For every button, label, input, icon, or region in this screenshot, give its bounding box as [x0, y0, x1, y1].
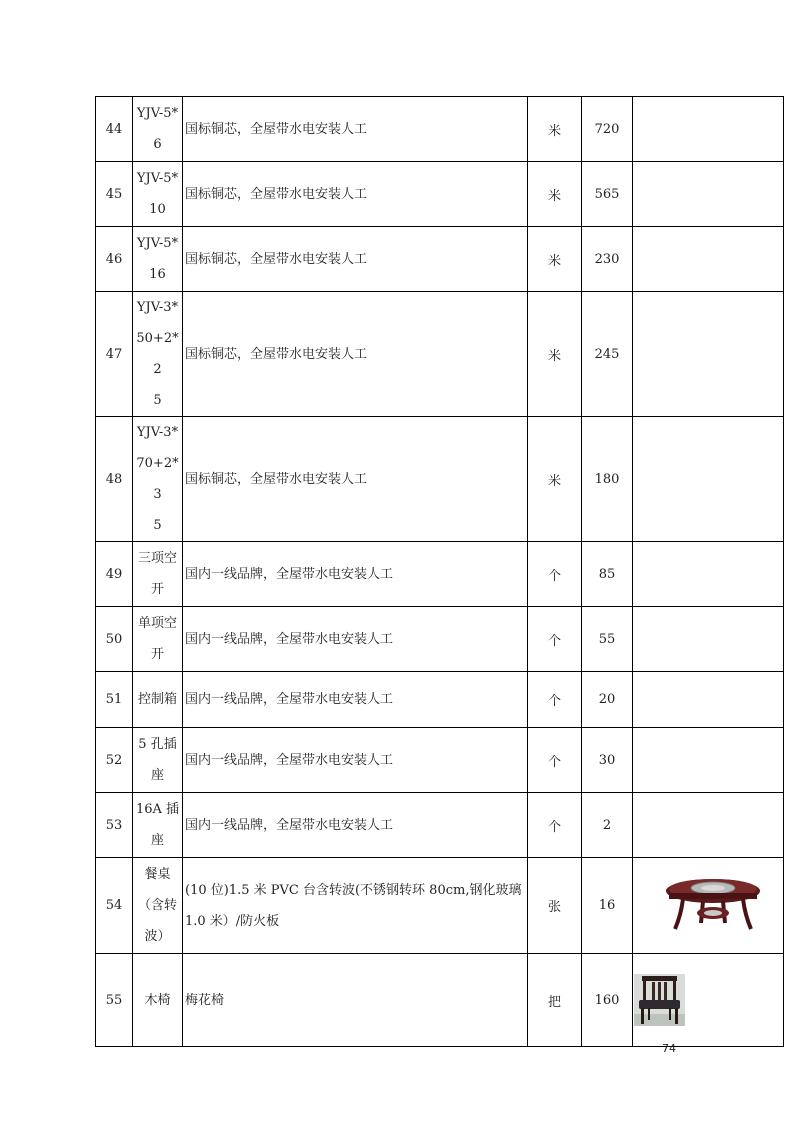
table-row: [96, 417, 784, 542]
item-image-cell: [633, 227, 784, 292]
item-unit: 张: [528, 858, 582, 954]
item-quantity: 565: [582, 162, 633, 227]
item-image-cell: [633, 793, 784, 858]
item-image-cell: [633, 954, 784, 1047]
item-description: [183, 97, 528, 162]
item-quantity: 245: [582, 292, 633, 417]
item-name: [133, 728, 183, 793]
item-name: [133, 858, 183, 954]
item-description: [183, 542, 528, 607]
item-name-line: 木椅: [144, 992, 171, 1008]
item-name-line: 70+2*3: [136, 456, 179, 502]
item-description-line: 1.0 米）/防火板: [185, 913, 280, 929]
item-name: [133, 672, 183, 728]
item-name-line: 6: [153, 137, 162, 152]
table-row: [96, 162, 784, 227]
item-quantity: 230: [582, 227, 633, 292]
item-name-line: YJV-3*: [136, 300, 179, 315]
item-name-line: 波）: [144, 929, 171, 944]
item-quantity: 55: [582, 607, 633, 672]
table-row: [96, 728, 784, 793]
item-name-line: 5: [153, 393, 162, 408]
table-row: [96, 542, 784, 607]
table-row: [96, 97, 784, 162]
item-unit: 个: [528, 672, 582, 728]
item-name-line: 16: [149, 267, 166, 282]
items-table: [95, 96, 784, 1047]
item-description-line: 国内一线品牌，全屋带水电安装人工: [185, 631, 394, 647]
item-description: [183, 417, 528, 542]
item-unit: 米: [528, 292, 582, 417]
wooden-chair-image: [634, 974, 685, 1026]
item-number: 55: [96, 954, 133, 1047]
item-name: [133, 542, 183, 607]
item-name: [133, 227, 183, 292]
item-name-line: 控制箱: [137, 692, 177, 707]
item-name-line: YJV-5*: [136, 106, 179, 121]
item-number: 50: [96, 607, 133, 672]
item-name: [133, 97, 183, 162]
item-name-line: YJV-5*: [136, 171, 179, 186]
item-description-line: 国标铜芯，全屋带水电安装人工: [185, 121, 368, 137]
item-number: 49: [96, 542, 133, 607]
item-name: [133, 162, 183, 227]
item-description: [183, 162, 528, 227]
item-description: [183, 607, 528, 672]
item-quantity: 720: [582, 97, 633, 162]
table-row: [96, 607, 784, 672]
item-description-line: 国标铜芯，全屋带水电安装人工: [185, 346, 368, 362]
item-name-line: 5: [153, 518, 162, 533]
item-image-cell: [633, 97, 784, 162]
item-unit: 个: [528, 728, 582, 793]
item-description: [183, 672, 528, 728]
item-name-line: 单项空: [137, 616, 177, 631]
item-number: 46: [96, 227, 133, 292]
item-number: 47: [96, 292, 133, 417]
item-name-line: YJV-3*: [136, 425, 179, 440]
item-name-line: 50+2*2: [136, 331, 179, 377]
item-description-line: 国标铜芯，全屋带水电安装人工: [185, 186, 368, 202]
item-quantity: 180: [582, 417, 633, 542]
item-description: [183, 728, 528, 793]
item-image-cell: [633, 858, 784, 954]
item-quantity: 30: [582, 728, 633, 793]
item-unit: 个: [528, 542, 582, 607]
table-row: [96, 954, 784, 1047]
item-image-cell: [633, 542, 784, 607]
item-description-line: 国内一线品牌，全屋带水电安装人工: [185, 752, 394, 768]
item-description: [183, 793, 528, 858]
item-quantity: 20: [582, 672, 633, 728]
item-description-line: 梅花椅: [185, 992, 225, 1008]
item-name-line: 5 孔插: [138, 737, 177, 752]
item-image-cell: [633, 672, 784, 728]
item-name: [133, 607, 183, 672]
item-name-line: 开: [150, 647, 164, 662]
item-name-line: 开: [150, 582, 164, 597]
item-quantity: 160: [582, 954, 633, 1047]
table-row: [96, 793, 784, 858]
item-number: 54: [96, 858, 133, 954]
item-name-line: （含转: [137, 898, 177, 913]
item-unit: 个: [528, 793, 582, 858]
item-name-line: 三项空: [137, 551, 177, 566]
item-name-line: 座: [150, 768, 164, 783]
item-number: 44: [96, 97, 133, 162]
item-name: [133, 793, 183, 858]
item-name-line: 座: [150, 833, 164, 848]
item-number: 53: [96, 793, 133, 858]
item-image-cell: [633, 728, 784, 793]
item-name-line: YJV-5*: [136, 236, 179, 251]
item-quantity: 85: [582, 542, 633, 607]
item-description: [183, 954, 528, 1047]
table-row: [96, 672, 784, 728]
item-number: 48: [96, 417, 133, 542]
item-description: [183, 858, 528, 954]
item-image-cell: [633, 417, 784, 542]
item-image-cell: [633, 162, 784, 227]
item-quantity: 2: [582, 793, 633, 858]
item-description: [183, 292, 528, 417]
item-quantity: 16: [582, 858, 633, 954]
item-description-line: (10 位)1.5 米 PVC 台含转波(不锈钢转环 80cm,钢化玻璃: [185, 882, 522, 898]
table-row: [96, 858, 784, 954]
item-description-line: 国标铜芯，全屋带水电安装人工: [185, 471, 368, 487]
page-number: 74: [662, 1042, 676, 1055]
item-description-line: 国内一线品牌，全屋带水电安装人工: [185, 566, 394, 582]
item-unit: 把: [528, 954, 582, 1047]
item-unit: 米: [528, 227, 582, 292]
item-image-cell: [633, 292, 784, 417]
item-unit: 米: [528, 417, 582, 542]
item-number: 51: [96, 672, 133, 728]
item-unit: 米: [528, 162, 582, 227]
item-description-line: 国内一线品牌，全屋带水电安装人工: [185, 817, 394, 833]
round-dining-table-image: [663, 875, 763, 937]
item-name: [133, 292, 183, 417]
item-name: [133, 954, 183, 1047]
item-number: 52: [96, 728, 133, 793]
item-image-cell: [633, 607, 784, 672]
table-row: [96, 227, 784, 292]
item-name-line: 10: [149, 202, 166, 217]
item-number: 45: [96, 162, 133, 227]
item-description-line: 国标铜芯，全屋带水电安装人工: [185, 251, 368, 267]
item-description: [183, 227, 528, 292]
item-unit: 米: [528, 97, 582, 162]
item-name: [133, 417, 183, 542]
table-row: [96, 292, 784, 417]
item-unit: 个: [528, 607, 582, 672]
item-name-line: 餐桌: [144, 867, 171, 882]
item-description-line: 国内一线品牌，全屋带水电安装人工: [185, 692, 394, 707]
item-name-line: 16A 插: [135, 802, 180, 817]
